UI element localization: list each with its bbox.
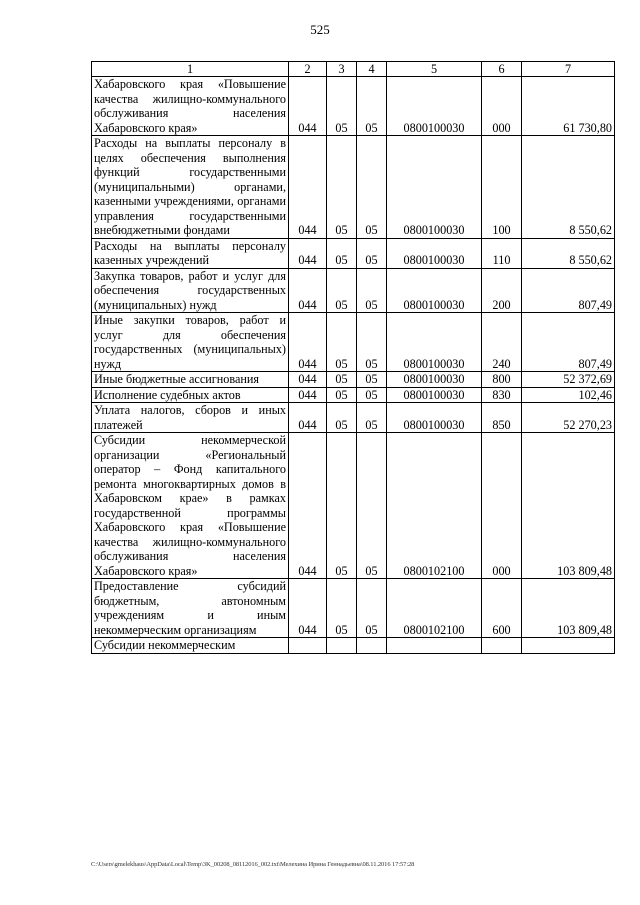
row-name: Иные бюджетные ассигнования (92, 372, 289, 388)
table-row (92, 313, 615, 372)
row-subsection: 05 (357, 268, 387, 313)
row-expense-type: 000 (482, 77, 522, 136)
row-admin-code: 044 (289, 433, 327, 579)
row-amount: 52 270,23 (522, 403, 615, 433)
header-col-3: 3 (327, 62, 357, 77)
row-section: 05 (327, 238, 357, 268)
row-admin-code: 044 (289, 77, 327, 136)
row-admin-code (289, 638, 327, 654)
page-number: 525 (310, 22, 330, 37)
row-expense-type: 000 (482, 433, 522, 579)
row-target-article: 0800100030 (387, 387, 482, 403)
header-row (92, 62, 615, 77)
row-section: 05 (327, 579, 357, 638)
row-admin-code: 044 (289, 372, 327, 388)
row-amount (522, 638, 615, 654)
row-section: 05 (327, 313, 357, 372)
row-section: 05 (327, 372, 357, 388)
row-name: Иные закупки товаров, работ и услуг для обеспечения государственных (муниципальных) нужд (92, 313, 289, 372)
row-expense-type: 240 (482, 313, 522, 372)
table-row (92, 433, 615, 579)
row-admin-code: 044 (289, 579, 327, 638)
table-row (92, 403, 615, 433)
row-section: 05 (327, 77, 357, 136)
row-expense-type: 200 (482, 268, 522, 313)
row-target-article: 0800100030 (387, 403, 482, 433)
row-name: Расходы на выплаты персоналу казенных учреждений (92, 238, 289, 268)
row-amount: 61 730,80 (522, 77, 615, 136)
row-amount: 8 550,62 (522, 136, 615, 239)
row-name: Расходы на выплаты персоналу в целях обеспечения выполнения функций государственными (муниципальными) органами, казенными учреждениями, органами управления государственными внебюджетными фондами (92, 136, 289, 239)
table-row (92, 238, 615, 268)
table-row (92, 579, 615, 638)
row-section: 05 (327, 403, 357, 433)
budget-table (91, 61, 615, 654)
row-name: Исполнение судебных актов (92, 387, 289, 403)
row-target-article: 0800102100 (387, 433, 482, 579)
header-col-2: 2 (289, 62, 327, 77)
row-admin-code: 044 (289, 403, 327, 433)
row-target-article: 0800100030 (387, 313, 482, 372)
row-expense-type: 110 (482, 238, 522, 268)
table-row (92, 372, 615, 388)
table-row (92, 268, 615, 313)
row-admin-code: 044 (289, 238, 327, 268)
row-admin-code: 044 (289, 313, 327, 372)
row-expense-type: 100 (482, 136, 522, 239)
row-expense-type: 600 (482, 579, 522, 638)
row-amount: 807,49 (522, 313, 615, 372)
row-amount: 52 372,69 (522, 372, 615, 388)
row-admin-code: 044 (289, 268, 327, 313)
table-row (92, 638, 615, 654)
row-subsection: 05 (357, 579, 387, 638)
row-section (327, 638, 357, 654)
row-target-article: 0800100030 (387, 268, 482, 313)
row-admin-code: 044 (289, 136, 327, 239)
row-target-article: 0800102100 (387, 579, 482, 638)
table-row (92, 136, 615, 239)
row-name: Субсидии некоммерческой организации «Региональный оператор – Фонд капитального ремонта многоквартирных домов в Хабаровском крае» в рамках государственной программы Хабаровского края «Повышение качества жилищно-коммунального обслуживания населения Хабаровского края» (92, 433, 289, 579)
row-expense-type: 850 (482, 403, 522, 433)
row-section: 05 (327, 387, 357, 403)
row-section: 05 (327, 433, 357, 579)
row-subsection: 05 (357, 433, 387, 579)
row-target-article: 0800100030 (387, 238, 482, 268)
header-col-5: 5 (387, 62, 482, 77)
row-expense-type: 830 (482, 387, 522, 403)
row-subsection: 05 (357, 372, 387, 388)
row-amount: 8 550,62 (522, 238, 615, 268)
row-section: 05 (327, 136, 357, 239)
row-name: Закупка товаров, работ и услуг для обеспечения государственных (муниципальных) нужд (92, 268, 289, 313)
row-amount: 102,46 (522, 387, 615, 403)
row-target-article: 0800100030 (387, 372, 482, 388)
row-amount: 103 809,48 (522, 579, 615, 638)
row-admin-code: 044 (289, 387, 327, 403)
header-col-7: 7 (522, 62, 615, 77)
row-expense-type: 800 (482, 372, 522, 388)
row-section: 05 (327, 268, 357, 313)
row-subsection: 05 (357, 403, 387, 433)
row-subsection: 05 (357, 313, 387, 372)
table-row (92, 77, 615, 136)
row-subsection: 05 (357, 77, 387, 136)
row-name: Субсидии некоммерческим (92, 638, 289, 654)
table-row (92, 387, 615, 403)
row-subsection: 05 (357, 136, 387, 239)
row-amount: 103 809,48 (522, 433, 615, 579)
row-name: Уплата налогов, сборов и иных платежей (92, 403, 289, 433)
row-target-article: 0800100030 (387, 136, 482, 239)
row-subsection: 05 (357, 238, 387, 268)
row-amount: 807,49 (522, 268, 615, 313)
header-col-4: 4 (357, 62, 387, 77)
file-path-footer: C:\Users\gmelekhaus\AppData\Local\Temp\3K_00208_08112016_002.txt\Мелехина Ирина Геннадьевна\08.11.2016 17:57:28 (91, 861, 415, 868)
row-name: Хабаровского края «Повышение качества жилищно-коммунального обслуживания населения Хабаровского края» (92, 77, 289, 136)
row-expense-type (482, 638, 522, 654)
row-subsection: 05 (357, 387, 387, 403)
row-subsection (357, 638, 387, 654)
header-col-6: 6 (482, 62, 522, 77)
header-col-1: 1 (92, 62, 289, 77)
row-target-article (387, 638, 482, 654)
row-target-article: 0800100030 (387, 77, 482, 136)
row-name: Предоставление субсидий бюджетным, автономным учреждениям и иным некоммерческим организациям (92, 579, 289, 638)
